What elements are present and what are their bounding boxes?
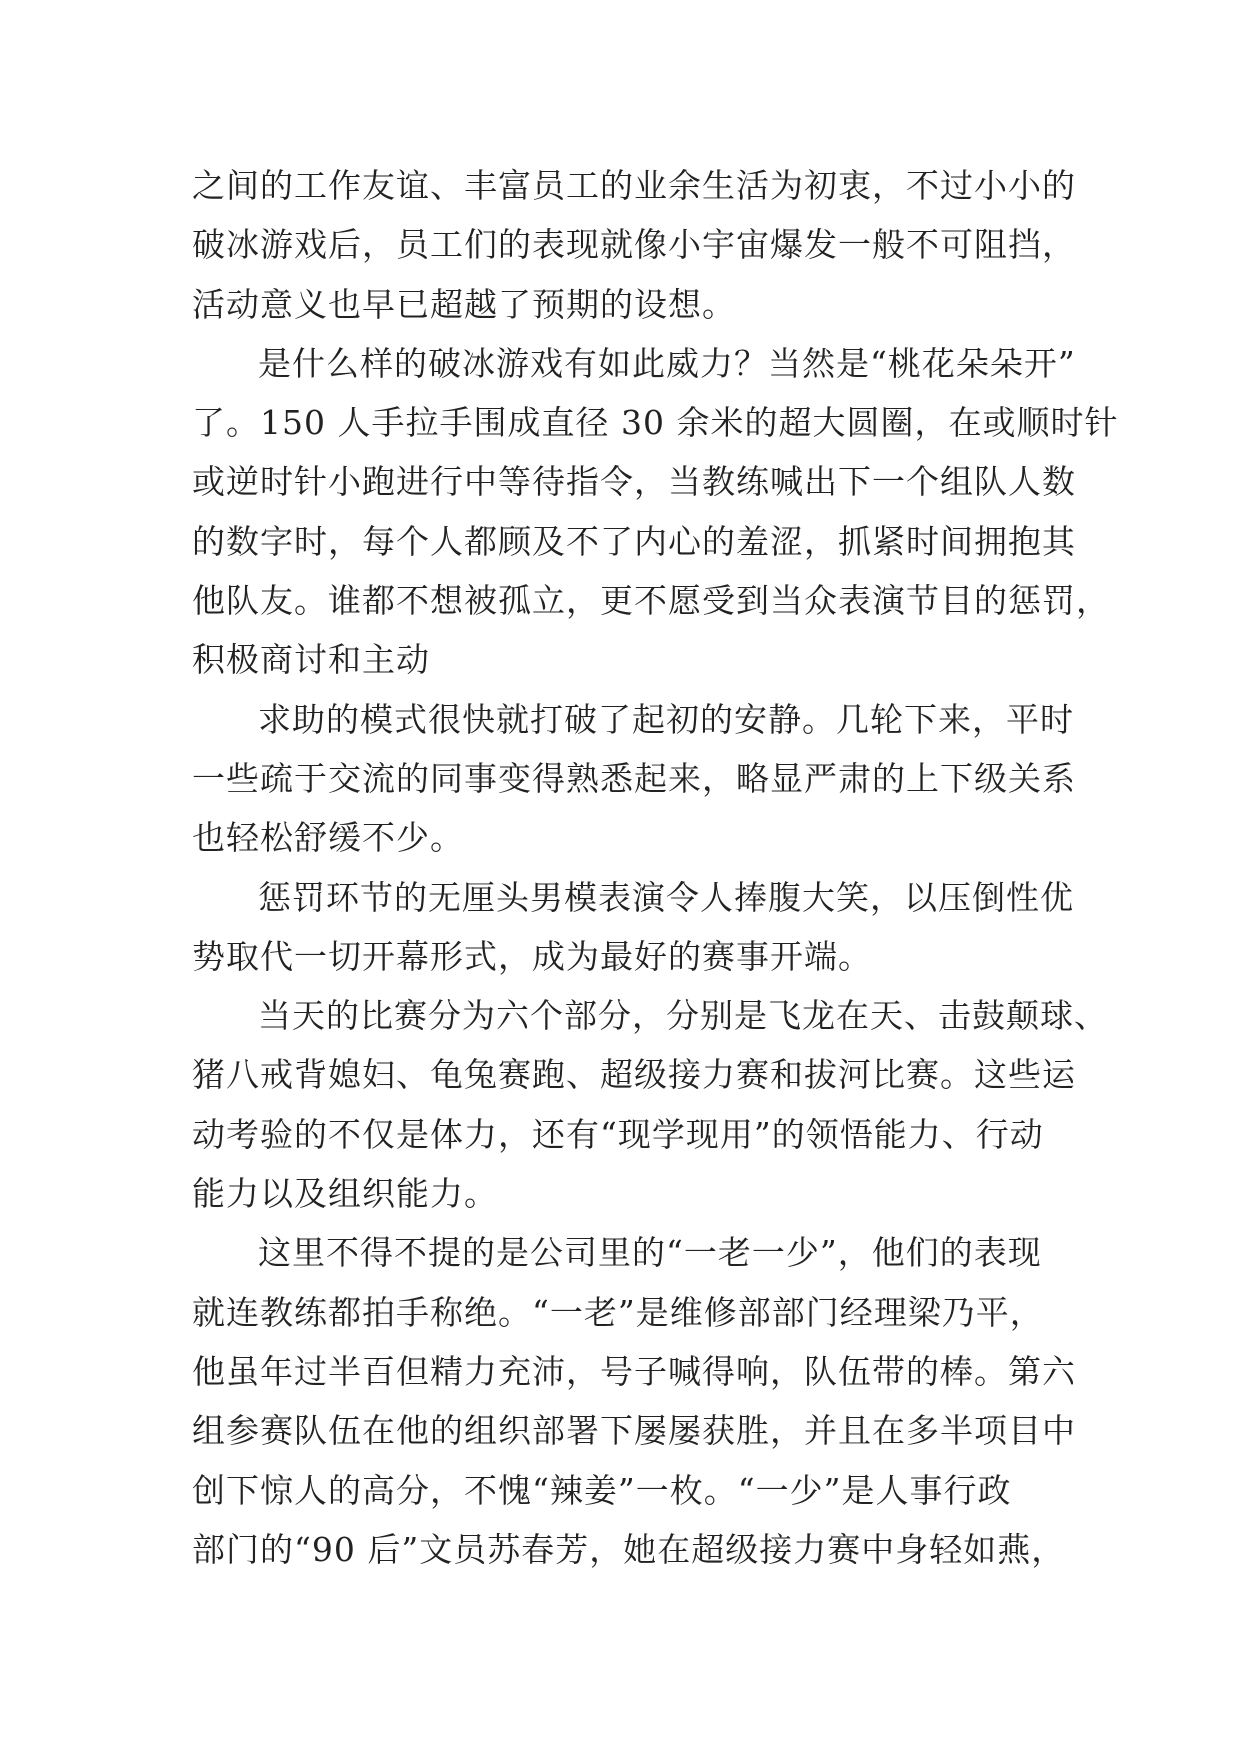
- text-line: 当天的比赛分为六个部分，分别是飞龙在天、击鼓颠球、: [258, 996, 1108, 1036]
- text-line: 也轻松舒缓不少。: [192, 818, 464, 858]
- text-line: 是什么样的破冰游戏有如此威力？当然是“桃花朵朵开”: [258, 343, 1076, 383]
- text-line: 活动意义也早已超越了预期的设想。: [192, 284, 736, 324]
- text-line: 部门的“90 后”文员苏春芳，她在超级接力赛中身轻如燕，: [192, 1529, 1066, 1569]
- text-line: 他队友。谁都不想被孤立，更不愿受到当众表演节目的惩罚，: [192, 581, 1110, 621]
- text-line: 就连教练都拍手称绝。“一老”是维修部部门经理梁乃平，: [192, 1292, 1044, 1332]
- text-line: 之间的工作友谊、丰富员工的业余生活为初衷，不过小小的: [192, 166, 1076, 205]
- text-line: 破冰游戏后，员工们的表现就像小宇宙爆发一般不可阻挡，: [192, 225, 1076, 265]
- text-line: 了。150 人手拉手围成直径 30 余米的超大圆圈，在或顺时针: [192, 403, 1119, 443]
- text-line: 猪八戒背媳妇、龟兔赛跑、超级接力赛和拔河比赛。这些运: [192, 1055, 1076, 1095]
- text-line: 惩罚环节的无厘头男模表演令人捧腹大笑，以压倒性优: [258, 877, 1074, 917]
- text-line: 积极商讨和主动: [192, 640, 430, 680]
- text-line: 势取代一切开幕形式，成为最好的赛事开端。: [192, 936, 872, 976]
- text-line: 求助的模式很快就打破了起初的安静。几轮下来，平时: [258, 699, 1074, 739]
- document-body: [192, 156, 1119, 1579]
- text-line: 他虽年过半百但精力充沛，号子喊得响，队伍带的棒。第六: [192, 1351, 1076, 1391]
- text-line: 能力以及组织能力。: [192, 1174, 498, 1214]
- text-line: 或逆时针小跑进行中等待指令，当教练喊出下一个组队人数: [192, 462, 1076, 502]
- text-line: 组参赛队伍在他的组织部署下屡屡获胜，并且在多半项目中: [192, 1411, 1076, 1451]
- text-line: 创下惊人的高分，不愧“辣姜”一枚。“一少”是人事行政: [192, 1470, 1012, 1510]
- text-line: 一些疏于交流的同事变得熟悉起来，略显严肃的上下级关系: [192, 758, 1076, 798]
- text-line: 动考验的不仅是体力，还有“现学现用”的领悟能力、行动: [192, 1114, 1044, 1154]
- text-line: 的数字时，每个人都顾及不了内心的羞涩，抓紧时间拥抱其: [192, 521, 1076, 561]
- text-line: 这里不得不提的是公司里的“一老一少”，他们的表现: [258, 1233, 1042, 1273]
